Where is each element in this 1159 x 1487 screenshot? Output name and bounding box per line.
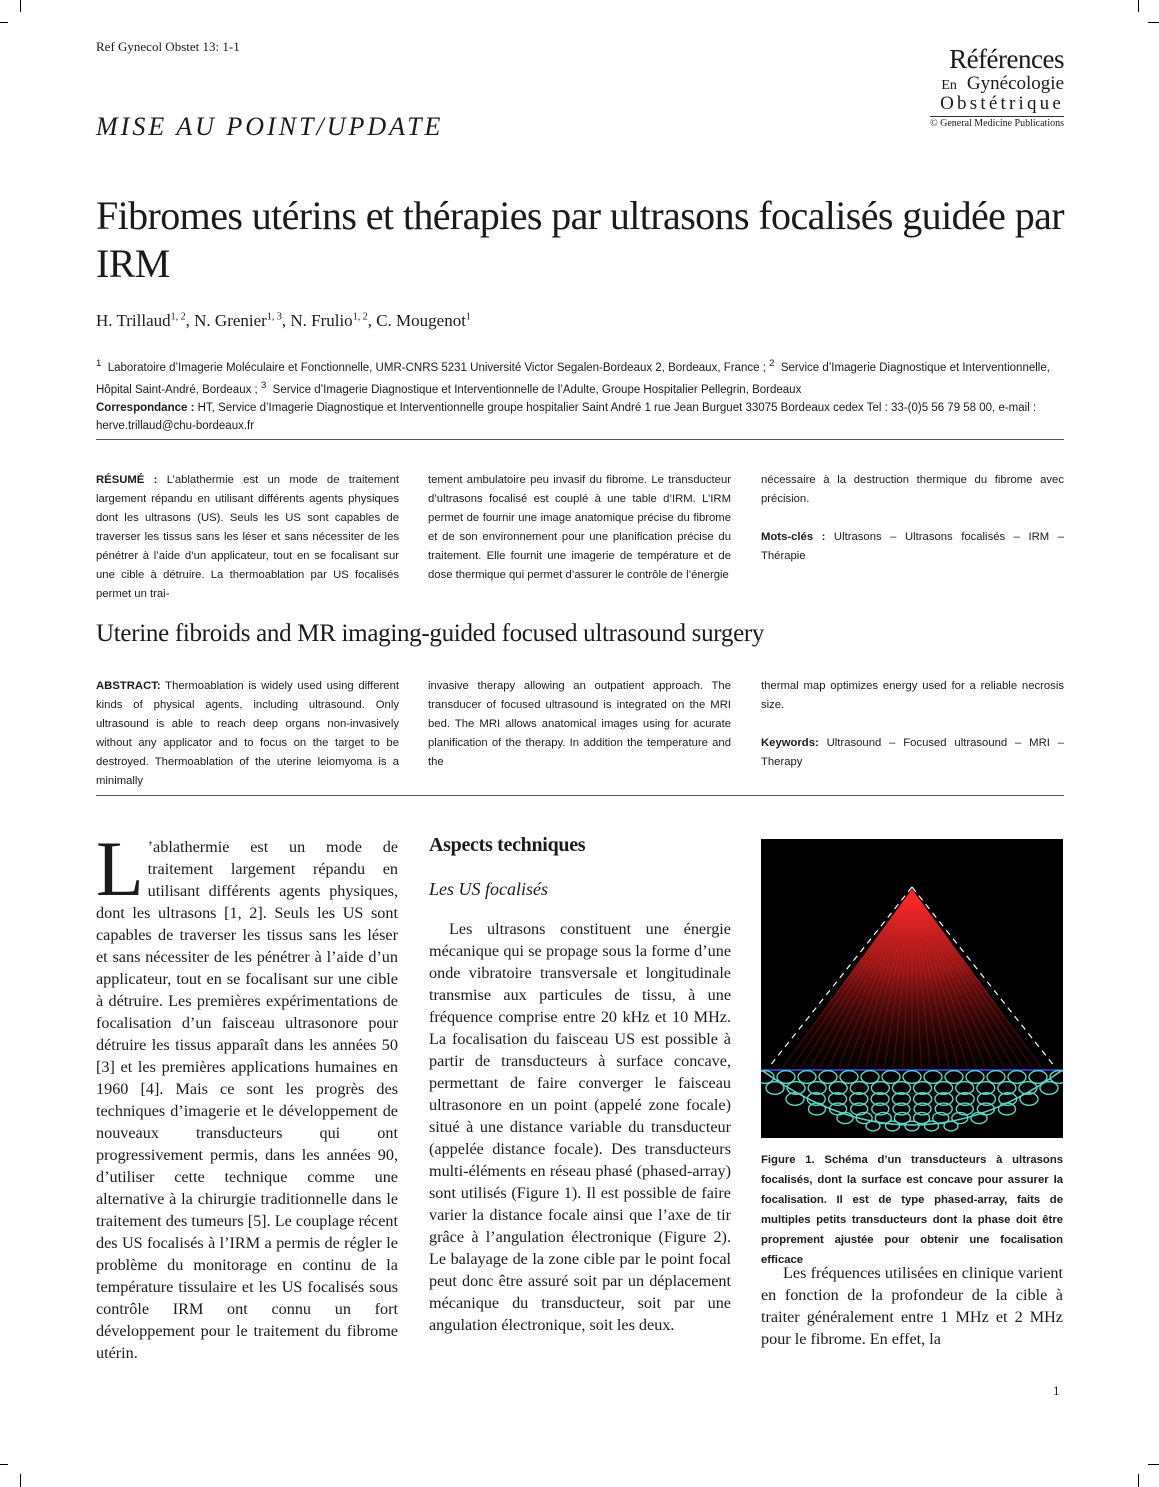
affiliation-number: 3 xyxy=(260,379,267,391)
brand-line2 xyxy=(930,74,1064,93)
crop-mark xyxy=(20,0,21,12)
body-column-2 xyxy=(429,918,731,1336)
transducer-element xyxy=(861,1071,879,1084)
keywords-fr: Ultrasons – Ultrasons focalisés – IRM – Thérapie xyxy=(761,531,1064,562)
correspondence-text: HT, Service d’Imagerie Diagnostique et Interventionnelle groupe hospitalier Saint André 1 rue Jean Burguet 33075 Bordeaux cedex Tel : 33-(0)5 56 79 58 00, e-mail : herve.trillaud@chu-bordeaux.fr xyxy=(96,401,1037,432)
drop-cap: L xyxy=(96,825,144,912)
section-label: MISE AU POINT/UPDATE xyxy=(96,112,444,141)
transducer-element xyxy=(905,1121,919,1131)
author-name: C. Mougenot xyxy=(376,311,466,330)
transducer-element xyxy=(1008,1071,1026,1084)
abstract-label: ABSTRACT: xyxy=(96,680,161,692)
brand-gyneco: Gynécologie xyxy=(966,73,1064,94)
affiliation-number: 2 xyxy=(769,358,775,369)
body-column-1 xyxy=(96,825,398,1364)
keywords-label-fr: Mots-clés : xyxy=(761,531,826,543)
affiliations xyxy=(96,355,1064,435)
transducer-elements xyxy=(761,1071,1063,1131)
resume-column-3 xyxy=(761,471,1064,566)
transducer-element xyxy=(966,1071,984,1084)
abstract-text-2: invasive therapy allowing an outpatient approach. The transducer of focused ultrasound is integrated on the MRI bed. The MRI allows anatomical images using for acurate planification of the therapy. In addition the temperature and the xyxy=(428,680,731,768)
resume-text-1: L’ablathermie est un mode de traitement largement répandu en utilisant différents agents physiques dont les ultrasons (US). Seuls les US sont capables de traverser les tissus sans les léser et sans nécessiter de les pénétrer à l’aide d’un applicateur, tout en se focalisant sur une cible à détruire. La thermoablation par US focalisés permet un trai- xyxy=(96,474,400,600)
author-name: H. Trillaud xyxy=(96,311,171,330)
journal-brand-logo xyxy=(930,46,1064,129)
divider-rule xyxy=(96,439,1064,440)
body-text-3: Les fréquences utilisées en clinique varient en fonction de la profondeur de la cible à traiter généralement entre 1 MHz et 2 MHz pour le fibrome. En effet, la xyxy=(761,1264,1063,1348)
body-text-1: ’ablathermie est un mode de traitement largement répandu en utilisant différents agents physiques, dont les ultrasons [1, 2]. Seuls les US sont capables de traverser les tissus sans les léser et sans nécessiter de les pénétrer à l’aide d’un applicateur, tout en se focalisant sur une cible à détruire. Les premières expérimentations de focalisation d’un faisceau ultrasonore pour détruire les tissus apparaît dans les années 50 [3] et les premières applications humaines en 1960 [4]. Mais ce sont les progrès des techniques d’imagerie et le développement de nouveaux transducteurs qui ont progressivement permis, dans les années 90, d’utiliser cette technique comme une alternative à la chirurgie traditionnelle dans le traitement des tumeurs [5]. Le couplage récent des US focalisés à l’IRM a permis de régler le problème du monitorage en continu de la température tissulaire et les US focalisés sous contrôle IRM ont connu un fort développement pour le traitement du fibrome utérin. xyxy=(96,838,398,1362)
body-column-3 xyxy=(761,1262,1063,1350)
abstract-column-1 xyxy=(96,677,399,791)
subsection-heading: Les US focalisés xyxy=(429,879,548,899)
resume-text-3: nécessaire à la destruction thermique du fibrome avec précision. xyxy=(761,474,1064,505)
figure-caption: Figure 1. Schéma d’un transducteurs à ultrasons focalisés, dont la surface est concave pour assurer la focalisation. Il est de type phased-array, faits de multiples petits transducteurs dont la phase doit être proprement ajustée pour obtenir une focalisation efficace xyxy=(761,1154,1063,1266)
transducer-element xyxy=(903,1071,921,1084)
figure-1-image xyxy=(761,839,1063,1138)
article-title: Fibromes utérins et thérapies par ultrasons focalisés guidée par IRM xyxy=(96,193,1064,286)
transducer-element xyxy=(1029,1071,1047,1084)
author-affiliation: 1, 3 xyxy=(266,311,282,323)
correspondence-label: Correspondance : xyxy=(96,401,195,414)
brand-publisher: © General Medicine Publications xyxy=(930,118,1064,129)
abstract-text-1: Thermoablation is widely used using different kinds of physical agents, including ultrasound. Only ultrasound is able to reach deep organs non-invasively without any applicator and to focus on the target to be destroyed. Thermoablation of the uterine leiomyoma is a minimally xyxy=(96,680,399,787)
resume-column-1 xyxy=(96,471,399,604)
transducer-element xyxy=(924,1071,942,1084)
keywords-label-en: Keywords: xyxy=(761,737,819,749)
crop-mark xyxy=(1148,1464,1159,1465)
brand-line3: Obstétrique xyxy=(940,93,1064,114)
crop-mark xyxy=(1138,0,1139,12)
transducer-element xyxy=(777,1071,795,1084)
brand-en: En xyxy=(941,78,957,93)
author-name: N. Frulio xyxy=(290,311,353,330)
body-text-2: Les ultrasons constituent une énergie mécanique qui se propage sous la forme d’une onde vibratoire transversale et longitudinale transmise aux particules de tissu, à une fréquence comprise entre 20 kHz et 10 MHz. La focalisation du faisceau US est possible à partir de transducteurs à surface concave, permettant de faire converger le faisceau ultrasonore en un point (appelé zone focale) situé à une distance variable du transducteur (appelée distance focale). Des transducteurs multi-éléments en réseau phasé (phased-array) sont utilisés (Figure 1). Il est possible de faire varier la distance focale ainsi que l’axe de tir grâce à l’angulation électronique (Figure 2). Le balayage de la zone cible par le point focal peut donc être assuré soit par un déplacement mécanique du transducteur, soit par une angulation électronique, soit les deux. xyxy=(429,920,731,1334)
crop-mark xyxy=(1148,22,1159,23)
transducer-element xyxy=(798,1071,816,1084)
transducer-element xyxy=(882,1071,900,1084)
transducer-element xyxy=(925,1121,939,1131)
author-affiliation: 1, 2 xyxy=(352,311,368,323)
brand-line1: Références xyxy=(949,44,1064,74)
author-list: H. Trillaud$^{1, 2}$, N. Grenier$^{1, 3}$, N. Frulio$^{1, 2}$, C. Mougenot$^1$ xyxy=(96,311,471,330)
transducer-element xyxy=(840,1071,858,1084)
author-affiliation: 1, 2 xyxy=(170,311,186,323)
crop-mark xyxy=(0,1464,8,1465)
crop-mark xyxy=(20,1474,21,1487)
resume-label: RÉSUMÉ : xyxy=(96,474,158,486)
author-name: N. Grenier xyxy=(194,311,267,330)
affiliation-3: Service d’Imagerie Diagnostique et Interventionnelle de l’Adulte, Groupe Hospitalier Pellegrin, Bordeaux xyxy=(272,383,802,396)
transducer-diagram xyxy=(761,839,1063,1138)
author-affiliation: 1 xyxy=(465,311,471,323)
transducer-element xyxy=(945,1071,963,1084)
page-number: 1 xyxy=(1053,1383,1060,1398)
section-heading: Aspects techniques xyxy=(429,834,586,856)
transducer-element xyxy=(886,1121,900,1131)
transducer-element xyxy=(987,1071,1005,1084)
divider-rule xyxy=(96,795,1064,796)
english-title: Uterine fibroids and MR imaging-guided focused ultrasound surgery xyxy=(96,620,765,647)
transducer-surface-arc xyxy=(763,1071,1061,1125)
abstract-column-3 xyxy=(761,677,1064,772)
abstract-column-2 xyxy=(428,677,731,772)
affiliation-1: Laboratoire d’Imagerie Moléculaire et Fonctionnelle, UMR-CNRS 5231 Université Victor Segalen-Bordeaux 2, Bordeaux, France ; xyxy=(107,361,766,374)
affiliation-number: 1 xyxy=(96,358,102,369)
abstract-text-3: thermal map optimizes energy used for a reliable necrosis size. xyxy=(761,680,1064,711)
crop-mark xyxy=(1138,1474,1139,1487)
keywords-en: Ultrasound – Focused ultrasound – MRI – Therapy xyxy=(761,737,1065,768)
journal-reference: Ref Gynecol Obstet 13: 1-1 xyxy=(96,39,240,54)
transducer-element xyxy=(819,1071,837,1084)
affiliation-2: Service d’Imagerie Diagnostique et Interventionnelle, Hôpital Saint-André, Bordeaux ; xyxy=(96,361,1050,396)
resume-text-2: tement ambulatoire peu invasif du fibrome. Le transducteur d’ultrasons focalisé est couplé à une table d’IRM. L’IRM permet de fournir une image anatomique précise du fibrome et de son environnement pour une planification précise du traitement. Elle fournit une imagerie de température et de dose thermique qui permet d’assurer le contrôle de l’énergie xyxy=(428,474,731,581)
crop-mark xyxy=(0,22,8,23)
resume-column-2 xyxy=(428,471,731,585)
